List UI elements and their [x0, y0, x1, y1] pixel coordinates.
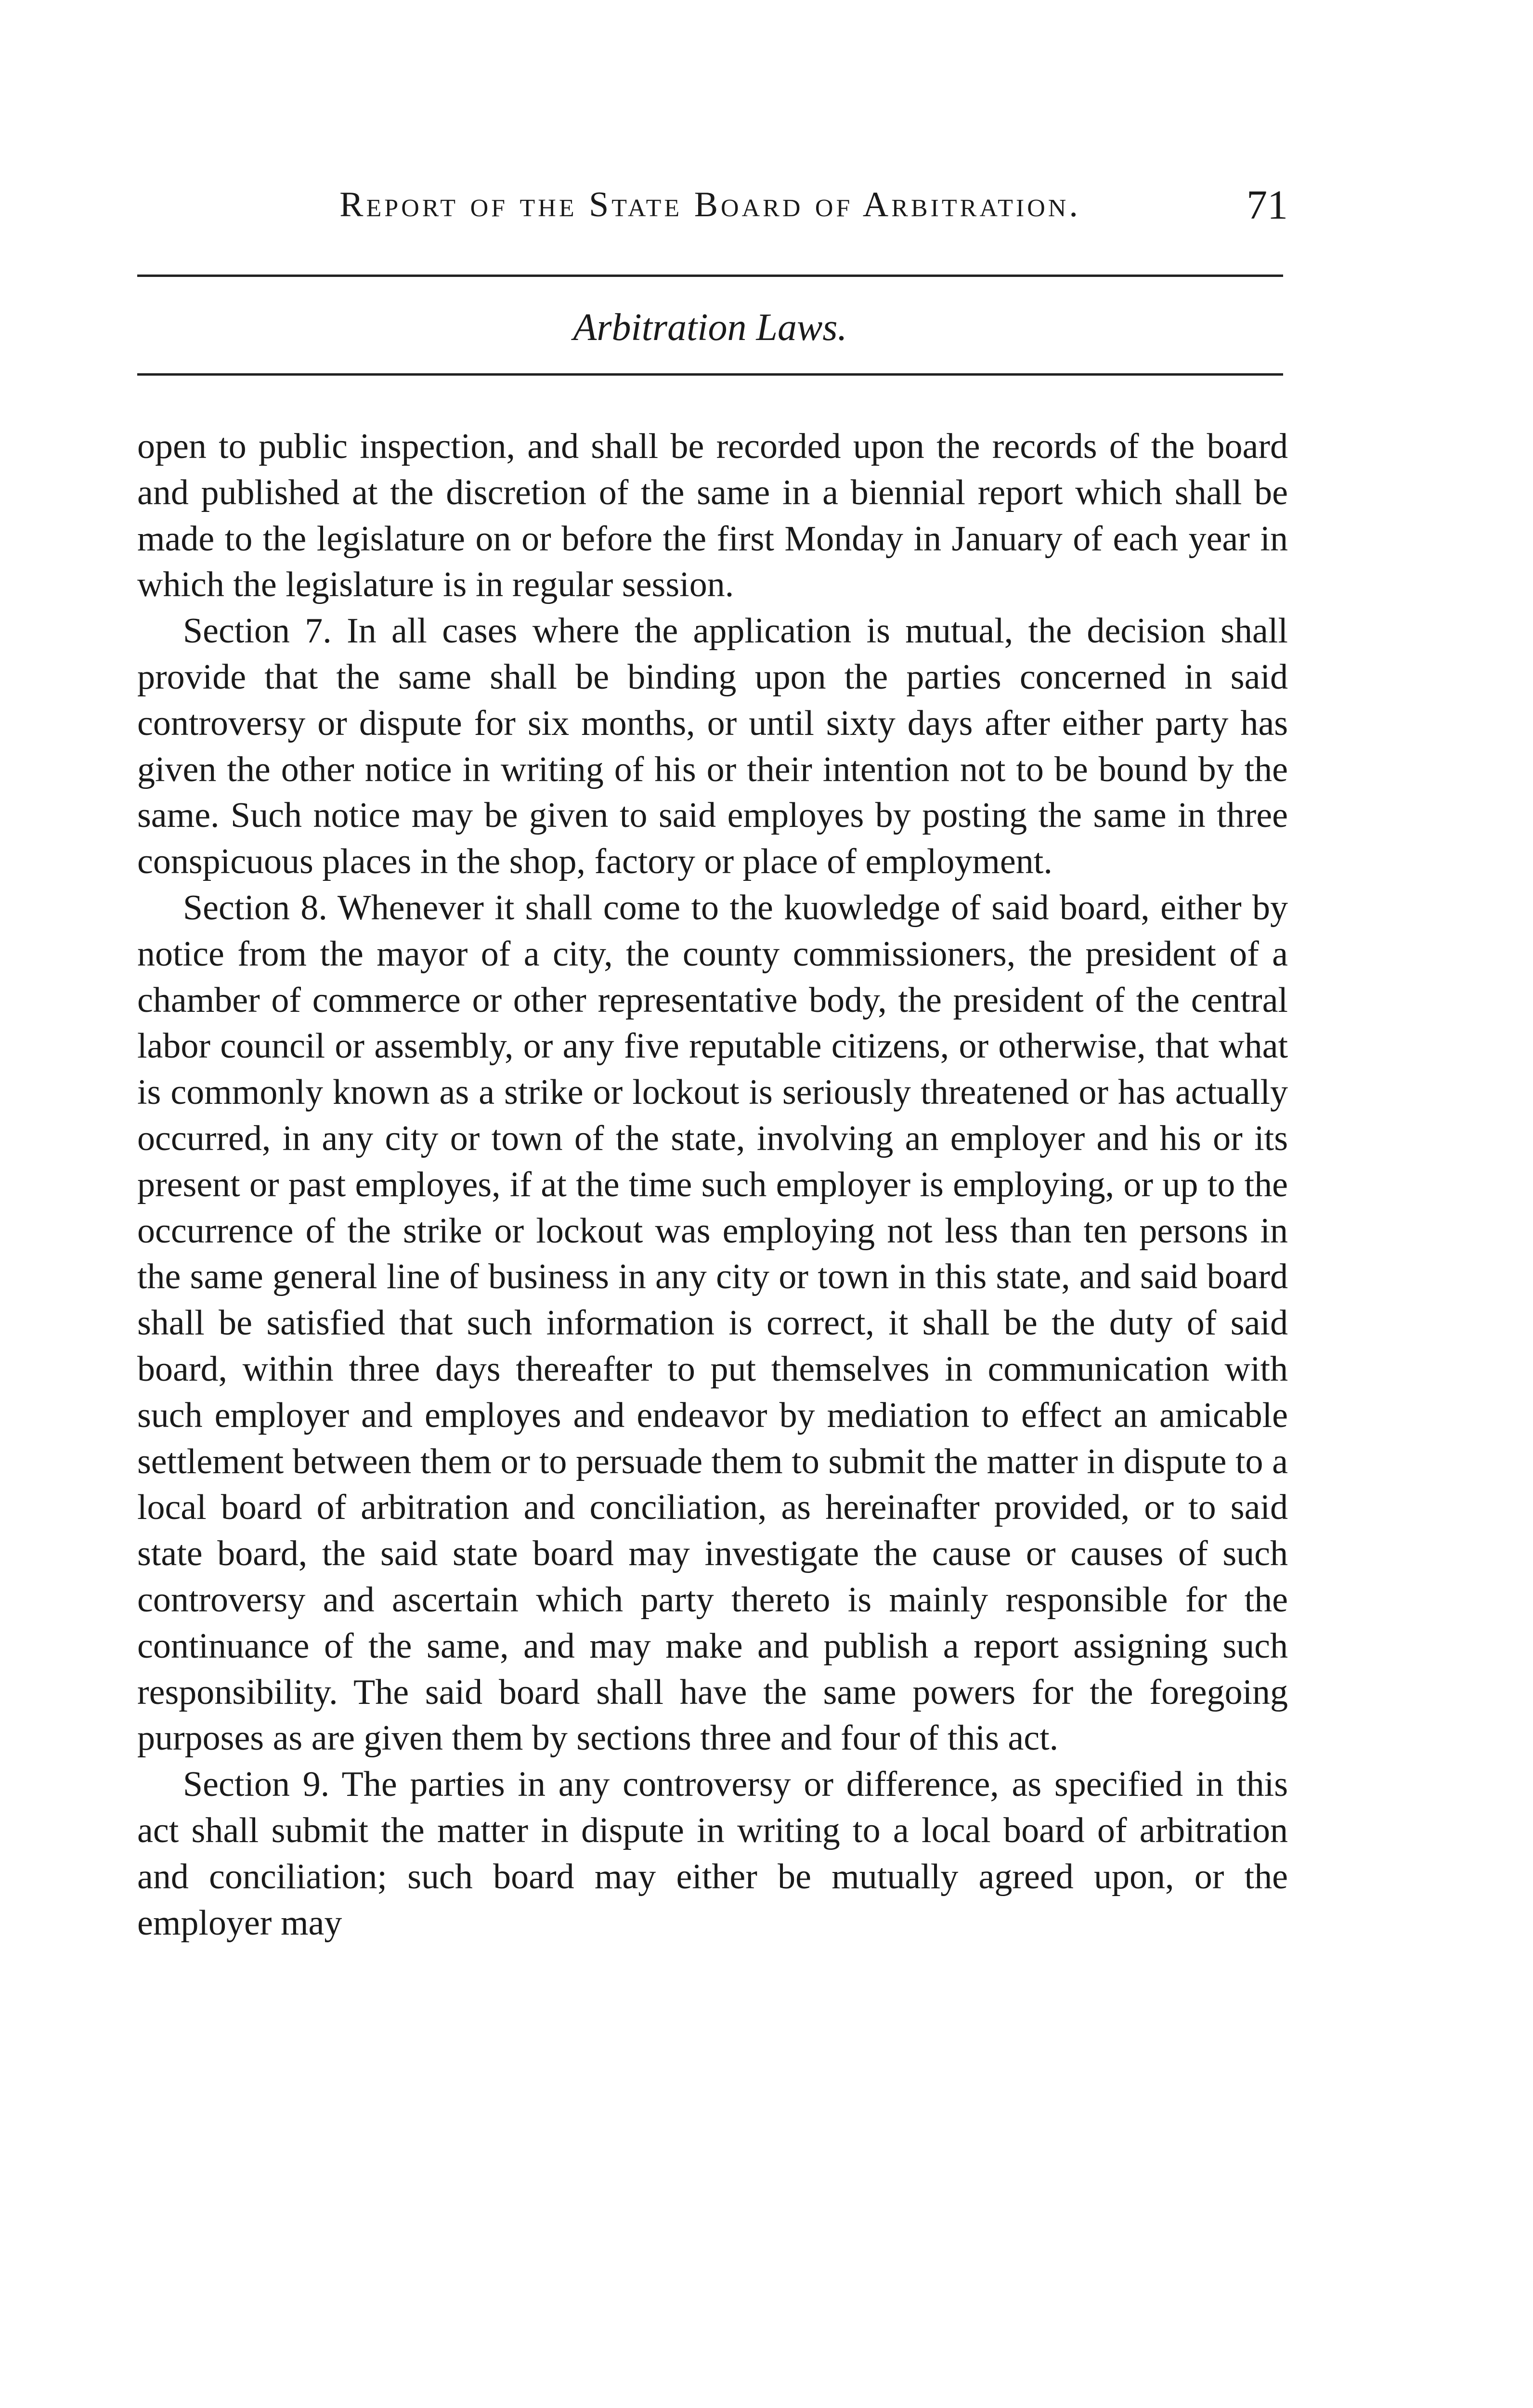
paragraph-continuation: open to public inspection, and shall be recorded upon the records of the board and published at the discretion of the same in a biennial report which shall be made to the legislature on or before the first Monday in January of each year in which the legislature is in regular session.	[137, 427, 1288, 605]
header-rule-top	[137, 275, 1283, 277]
paragraph-section-8: Section 8. Whenever it shall come to the kuowledge of said board, either by notice from the mayor of a city, the county commissioners, the president of a chamber of commerce or other representative body, the president of the central labor council or assembly, or any five reputable citizens, or otherwise, that what is commonly known as a strike or lockout is seriously threatened or has actually occurred, in any city or town of the state, involving an employer and his or its present or past employes, if at the time such employer is employing, or up to the occurrence of the strike or lockout was employing not less than ten persons in the same general line of business in any city or town in this state, and said board shall be satisfied that such information is correct, it shall be the duty of said board, within three days thereafter to put themselves in communication with such employer and employes and endeavor by mediation to effect an amicable settlement between them or to persuade them to submit the matter in dispute to a local board of arbitration and conciliation, as hereinafter provided, or to said state board, the said state board may investigate the cause or causes of such controversy and ascertain which party thereto is mainly responsible for the continuance of the same, and may make and publish a report assigning such responsibility. The said board shall have the same powers for the foregoing purposes as are given them by sections three and four of this act.	[137, 888, 1288, 1758]
paragraph-section-7: Section 7. In all cases where the application is mutual, the decision shall provide that the same shall be binding upon the parties concerned in said controversy or dispute for six months, or until sixty days after either party has given the other notice in writing of his or their intention not to be bound by the same. Such notice may be given to said employes by posting the same in three conspicuous places in the shop, factory or place of employment.	[137, 611, 1288, 882]
section-title: Arbitration Laws.	[573, 306, 847, 349]
page-number: 71	[1247, 182, 1288, 228]
running-head	[137, 178, 1288, 231]
running-title: Report of the State Board of Arbitration.	[339, 185, 1081, 224]
header-rule-bottom	[137, 373, 1283, 376]
paragraph-section-9: Section 9. The parties in any controversy or difference, as specified in this act shall submit the matter in dispute in writing to a local board of arbitration and conciliation; such board may either be mutually agreed upon, or the employer may	[137, 1765, 1288, 1943]
body-text	[137, 424, 1288, 1946]
